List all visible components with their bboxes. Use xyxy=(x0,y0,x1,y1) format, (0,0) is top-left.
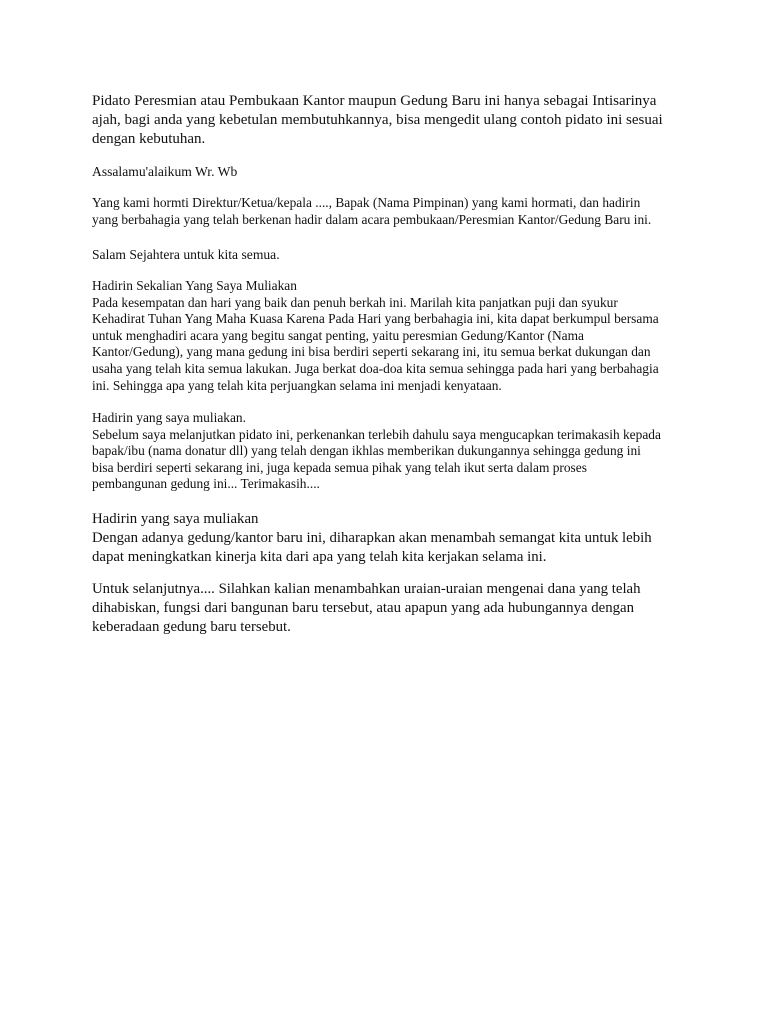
section-heading: Hadirin yang saya muliakan. xyxy=(92,410,246,425)
thanks-paragraph xyxy=(92,410,661,493)
body-line: Sebelum saya melanjutkan pidato ini, perkenankan terlebih dahulu saya mengucapkan terimakasih kepada xyxy=(92,426,661,442)
body-line: Kantor/Gedung), yang mana gedung ini bisa berdiri seperti sekarang ini, itu semua berkat dukungan dan xyxy=(92,344,651,360)
body-line: ini. Sehingga apa yang telah kita perjuangkan selama ini menjadi kenyataan. xyxy=(92,377,502,393)
closing-paragraph xyxy=(92,580,641,637)
greeting-paragraph xyxy=(92,163,237,181)
greeting-line: Assalamu'alaikum Wr. Wb xyxy=(92,164,238,179)
honorific-line: yang berbahagia yang telah berkenan hadir dalam acara pembukaan/Peresmian Kantor/Gedung Baru ini. xyxy=(92,211,652,227)
hope-paragraph xyxy=(92,510,652,567)
body-line: Dengan adanya gedung/kantor baru ini, diharapkan akan menambah semangat kita untuk lebih xyxy=(92,530,652,546)
honorific-line: Yang kami hormti Direktur/Ketua/kepala ...., Bapak (Nama Pimpinan) yang kami hormati, dan hadirin xyxy=(92,195,641,210)
body-line: Untuk selanjutnya.... Silahkan kalian menambahkan uraian-uraian mengenai dana yang telah xyxy=(92,581,641,597)
welfare-greeting-paragraph xyxy=(92,246,280,264)
body-line: Kehadirat Tuhan Yang Maha Kuasa Karena Pada Hari yang berbahagia ini, kita dapat berkumpul bersama xyxy=(92,311,659,327)
body-line: untuk menghadiri acara yang begitu sangat penting, yaitu peresmian Gedung/Kantor (Nama xyxy=(92,327,584,343)
body-line: keberadaan gedung baru tersebut. xyxy=(92,619,291,635)
body-line: dihabiskan, fungsi dari bangunan baru tersebut, atau apapun yang ada hubungannya dengan xyxy=(92,600,634,616)
body-line: dapat meningkatkan kinerja kita dari apa yang telah kita kerjakan selama ini. xyxy=(92,549,547,565)
body-line: Pada kesempatan dan hari yang baik dan penuh berkah ini. Marilah kita panjatkan puji dan syukur xyxy=(92,294,618,310)
intro-line: dengan kebutuhan. xyxy=(92,131,206,147)
intro-line: Pidato Peresmian atau Pembukaan Kantor maupun Gedung Baru ini hanya sebagai Intisarinya xyxy=(92,93,657,109)
section-heading: Hadirin yang saya muliakan xyxy=(92,511,259,527)
intro-paragraph xyxy=(92,92,663,149)
intro-line: ajah, bagi anda yang kebetulan membutuhkannya, bisa mengedit ulang contoh pidato ini sesuai xyxy=(92,112,663,128)
body-line: usaha yang telah kita semua lakukan. Juga berkat doa-doa kita semua sehingga pada hari yang berbahagia xyxy=(92,360,659,376)
welfare-greeting-line: Salam Sejahtera untuk kita semua. xyxy=(92,247,280,262)
honorific-paragraph xyxy=(92,195,651,228)
body-line: bapak/ibu (nama donatur dll) yang telah dengan ikhlas memberikan dukungannya sehingga gedung ini xyxy=(92,443,641,459)
section-heading: Hadirin Sekalian Yang Saya Muliakan xyxy=(92,278,297,293)
opening-gratitude-paragraph xyxy=(92,278,659,394)
body-line: pembangunan gedung ini... Terimakasih.... xyxy=(92,476,320,492)
body-line: bisa berdiri seperti sekarang ini, juga kepada semua pihak yang telah ikut serta dalam proses xyxy=(92,459,587,475)
